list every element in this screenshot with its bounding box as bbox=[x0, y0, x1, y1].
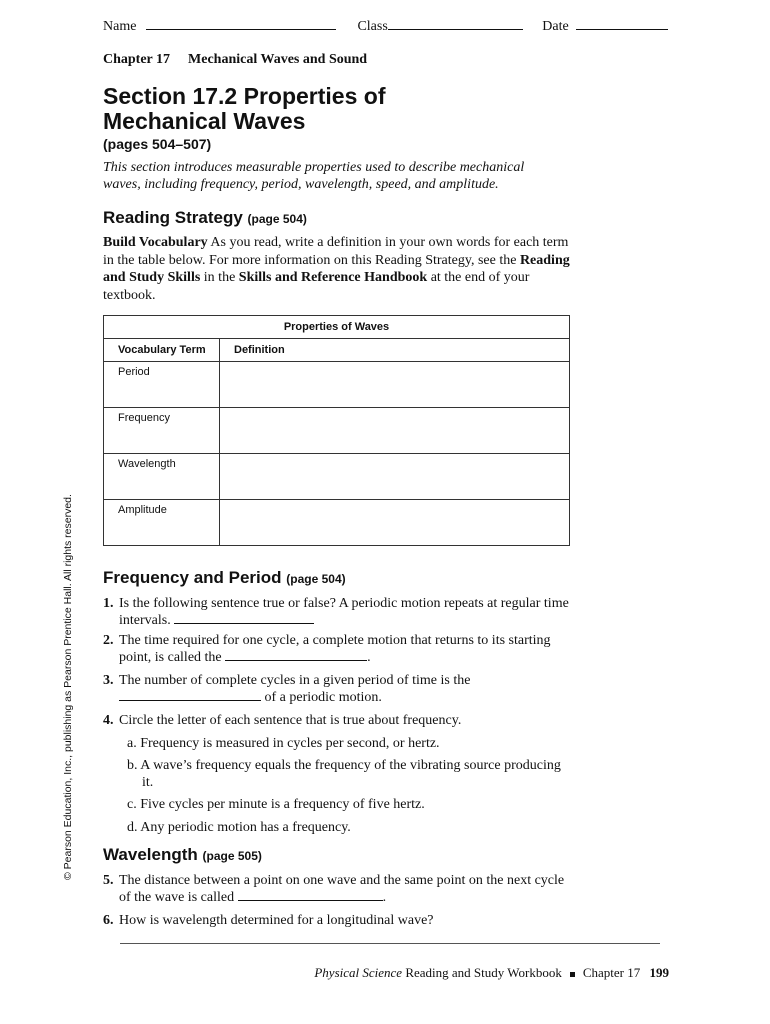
question-2: 2. The time required for one cycle, a complete motion that returns to its starting point, is called the . bbox=[103, 633, 551, 665]
question-text-continued: of a periodic motion. bbox=[264, 690, 382, 705]
option-text: d. Any periodic motion has a frequency. bbox=[127, 820, 351, 835]
table-caption: Properties of Waves bbox=[104, 316, 570, 339]
answer-blank[interactable] bbox=[238, 889, 383, 901]
wavelength-page-ref: (page 505) bbox=[202, 849, 262, 863]
answer-blank[interactable] bbox=[225, 649, 367, 661]
option-a[interactable] bbox=[127, 735, 572, 752]
question-number: 2. bbox=[103, 633, 114, 648]
question-number: 3. bbox=[103, 673, 114, 688]
date-blank[interactable] bbox=[576, 17, 668, 30]
name-blank[interactable] bbox=[146, 17, 336, 30]
wavelength-title: Wavelength bbox=[103, 845, 198, 864]
question-text: The distance between a point on one wave and the same point on the next cycle of the wave is called bbox=[119, 873, 565, 905]
table-row bbox=[104, 454, 570, 500]
date-label: Date bbox=[542, 19, 569, 34]
class-label: Class bbox=[357, 19, 388, 34]
footer-book-title: Physical Science bbox=[314, 965, 403, 980]
column-header-definition: Definition bbox=[220, 339, 570, 362]
chapter-number: Chapter 17 bbox=[103, 52, 171, 67]
option-text: a. Frequency is measured in cycles per second, or hertz. bbox=[127, 736, 440, 751]
name-label: Name bbox=[103, 19, 137, 34]
question-number: 1. bbox=[103, 596, 114, 611]
question-text: How is wavelength determined for a longitudinal wave? bbox=[119, 913, 434, 928]
question-number: 5. bbox=[103, 873, 114, 888]
column-header-term: Vocabulary Term bbox=[104, 339, 220, 362]
paragraph-text-3: at the end of your textbook. bbox=[103, 270, 530, 303]
question-1 bbox=[103, 595, 573, 629]
footer-book-rest: Reading and Study Workbook bbox=[402, 965, 562, 980]
term-cell: Frequency bbox=[104, 408, 220, 454]
definition-cell[interactable] bbox=[220, 500, 570, 546]
question-text: Circle the letter of each sentence that is true about frequency. bbox=[119, 713, 462, 728]
bullet-icon bbox=[570, 972, 575, 977]
term-cell: Wavelength bbox=[104, 454, 220, 500]
question-text: The number of complete cycles in a given period of time is the bbox=[119, 673, 471, 688]
answer-blank[interactable] bbox=[119, 689, 261, 701]
question-text: Is the following sentence true or false? A periodic motion repeats at regular time intervals. bbox=[119, 596, 569, 628]
class-blank[interactable] bbox=[388, 17, 523, 30]
question-6 bbox=[103, 912, 573, 929]
wavelength-heading bbox=[103, 845, 262, 865]
option-text: b. A wave’s frequency equals the frequency of the vibrating source producing it. bbox=[127, 758, 561, 790]
paragraph-text-1: As you read, write a definition in your own words for each term in the table below. For more information on this Reading Strategy, see the bbox=[103, 235, 569, 268]
definition-cell[interactable] bbox=[220, 408, 570, 454]
paragraph-bold-2: Skills and Reference Handbook bbox=[238, 270, 428, 285]
paragraph-bold-1: Reading and Study Skills bbox=[103, 252, 570, 285]
term-cell: Period bbox=[104, 362, 220, 408]
section-title-line2: Mechanical Waves bbox=[103, 108, 306, 134]
reading-strategy-paragraph bbox=[103, 234, 573, 304]
question-number: 6. bbox=[103, 913, 114, 928]
table-row bbox=[104, 408, 570, 454]
option-d[interactable] bbox=[127, 819, 572, 836]
definition-cell[interactable] bbox=[220, 454, 570, 500]
footer-rule bbox=[120, 943, 660, 944]
question-text: The time required for one cycle, a complete motion that returns to its starting point, is called the bbox=[119, 633, 551, 665]
table-row bbox=[104, 500, 570, 546]
chapter-line bbox=[103, 52, 367, 68]
question-5: 5. The distance between a point on one wave and the same point on the next cycle of the wave is called . bbox=[103, 873, 565, 905]
definition-cell[interactable] bbox=[220, 362, 570, 408]
footer-chapter: Chapter 17 bbox=[582, 965, 641, 980]
reading-strategy-title: Reading Strategy bbox=[103, 208, 243, 227]
option-c[interactable] bbox=[127, 796, 572, 813]
section-intro: This section introduces measurable properties used to describe mechanical waves, including frequency, period, wavelength, speed, and amplitude. bbox=[103, 160, 525, 192]
section-pages: (pages 504–507) bbox=[103, 136, 212, 152]
student-info-header bbox=[103, 17, 668, 35]
section-title-line1: Section 17.2 Properties of bbox=[103, 83, 386, 109]
chapter-title: Mechanical Waves and Sound bbox=[188, 52, 368, 67]
vocabulary-table bbox=[103, 315, 570, 546]
frequency-period-page-ref: (page 504) bbox=[286, 572, 346, 586]
table-row bbox=[104, 362, 570, 408]
frequency-period-title: Frequency and Period bbox=[103, 568, 282, 587]
copyright-side-note: © Pearson Education, Inc., publishing as Pearson Prentice Hall. All rights reserved. bbox=[62, 494, 74, 880]
question-number: 4. bbox=[103, 713, 114, 728]
option-b[interactable] bbox=[127, 757, 572, 791]
reading-strategy-heading bbox=[103, 208, 307, 228]
question-3 bbox=[103, 672, 573, 706]
question-4 bbox=[103, 712, 573, 729]
reading-strategy-page-ref: (page 504) bbox=[247, 212, 307, 226]
section-title bbox=[103, 84, 385, 134]
frequency-period-heading bbox=[103, 568, 346, 588]
option-text: c. Five cycles per minute is a frequency of five hertz. bbox=[127, 797, 425, 812]
answer-blank[interactable] bbox=[174, 612, 314, 624]
paragraph-text-2: in the bbox=[200, 270, 239, 285]
build-vocabulary-lead: Build Vocabulary bbox=[103, 235, 208, 250]
page-number: 199 bbox=[649, 965, 669, 980]
term-cell: Amplitude bbox=[104, 500, 220, 546]
page-footer bbox=[314, 965, 669, 981]
